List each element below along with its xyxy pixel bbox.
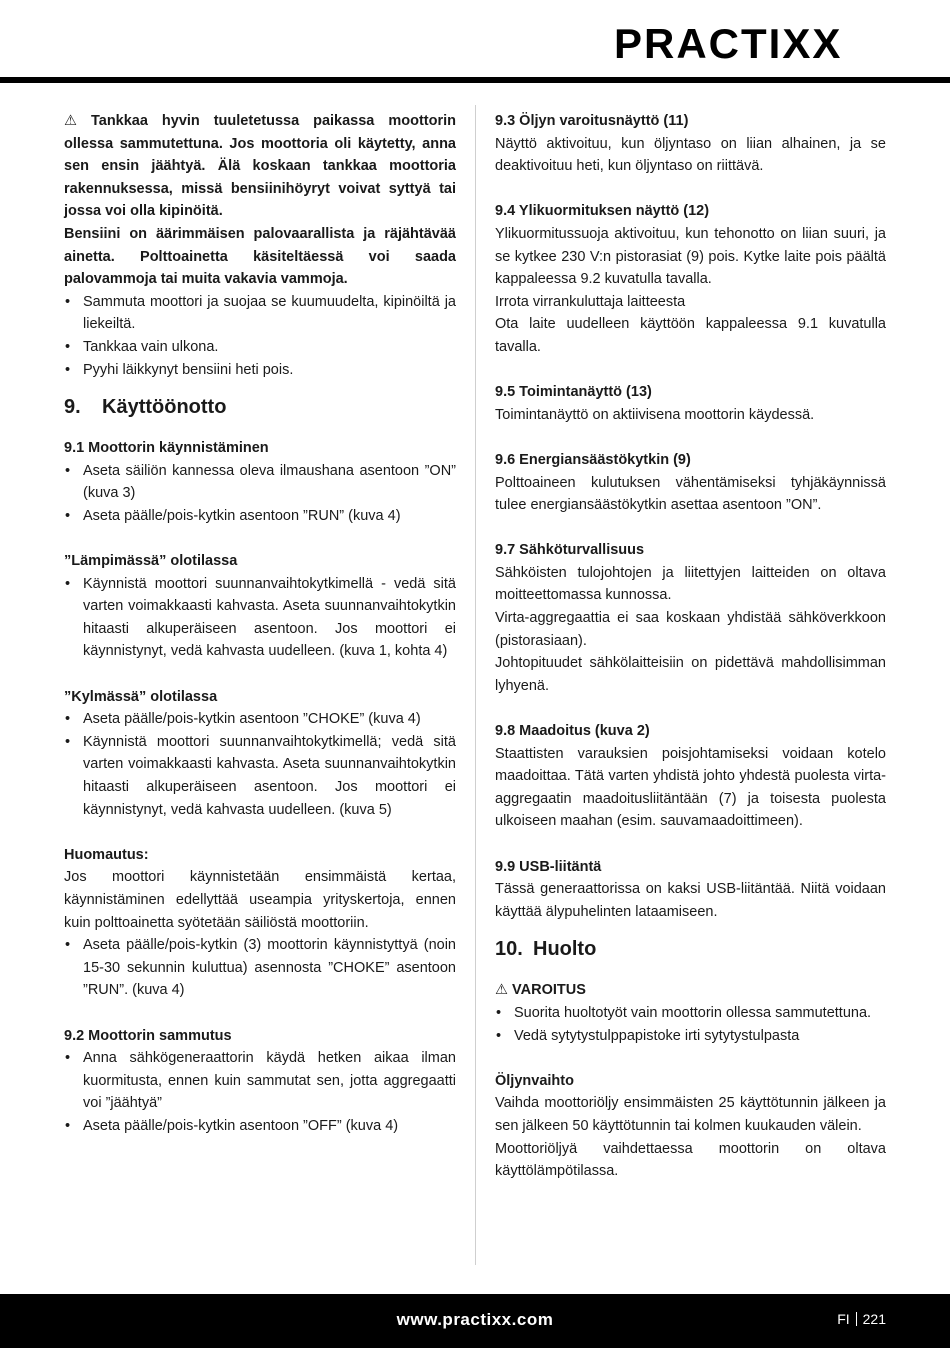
footer (0, 1294, 950, 1348)
s9-4-text-3: Ota laite uudelleen käyttöön kappaleessa 9.1 kuvatulla tavalla. (495, 316, 886, 355)
footer-lang: FI (837, 1311, 850, 1327)
list-item: • Aseta päälle/pois-kytkin asentoon ”RUN” (kuva 4) (64, 505, 456, 528)
section-9-heading: 9. Käyttöönotto (64, 396, 227, 419)
s9-3-text: Näyttö aktivoituu, kun öljyntaso on liian alhainen, ja se deaktivoituu heti, kun öljyntaso on riittävä. (495, 135, 886, 175)
oil-change-text-2: Moottoriöljyä vaihdettaessa moottorin on oltava käyttölämpötilassa. (495, 1140, 886, 1180)
oil-change-heading: Öljynvaihto (495, 1072, 574, 1089)
list-item: • Aseta päälle/pois-kytkin asentoon ”CHOKE” (kuva 4) (64, 708, 456, 731)
note-bullets (64, 934, 456, 1002)
s9-8-heading: 9.8 Maadoitus (kuva 2) (495, 723, 650, 740)
warning-text-2: Bensiini on äärimmäisen palovaarallista ja räjähtävää ainetta. Polttoainetta käsiteltäessä voi saada palovammoja tai muita vakavia vammoja. (64, 225, 456, 288)
list-item: • Pyyhi läikkynyt bensiini heti pois. (64, 359, 456, 382)
s9-7-heading: 9.7 Sähköturvallisuus (495, 542, 645, 559)
s9-2-bullets (64, 1047, 456, 1137)
header-rule (0, 77, 950, 83)
list-item: • Käynnistä moottori suunnanvaihtokytkimellä - vedä sitä varten voimakkaasti kahvasta. Aseta suunnanvaihtokytkin hitaasti alkuperäiseen asentoon. Jos moottori ei käynnistynyt, vedä kahvasta uudelleen. (kuva 1, kohta 4) (64, 573, 456, 663)
s9-9-heading: 9.9 USB-liitäntä (495, 858, 602, 875)
s9-6-text: Polttoaineen kulutuksen vähentämiseksi tyhjäkäynnissä tulee energiansäästökytkin asettaa asentoon ”ON”. (495, 474, 886, 514)
s9-1-heading: 9.1 Moottorin käynnistäminen (64, 440, 269, 457)
list-item: • Suorita huoltotyöt vain moottorin ollessa sammutettuna. (495, 1002, 886, 1025)
s9-4-text-1: Ylikuormitussuoja aktivoituu, kun tehonotto on liian suuri, ja se kytkee 230 V:n pistorasiat (9) pois. Kytke laite pois päältä kappaleessa 9.2 kuvatulla tavalla. (495, 225, 886, 288)
s9-5-heading: 9.5 Toimintanäyttö (13) (495, 384, 652, 401)
s9-2-heading: 9.2 Moottorin sammutus (64, 1027, 232, 1044)
list-item: • Anna sähkögeneraattorin käydä hetken aikaa ilman kuormitusta, ennen kuin sammutat sen, jotta aggregaatti voi ”jäähtyä” (64, 1047, 456, 1115)
s9-5-text: Toimintanäyttö on aktiivisena moottorin käydessä. (495, 406, 815, 423)
list-item: • Vedä sytytystulppapistoke irti sytytystulpasta (495, 1025, 886, 1048)
warning-icon: ⚠ (495, 982, 508, 999)
list-item: • Sammuta moottori ja suojaa se kuumuudelta, kipinöiltä ja liekeiltä. (64, 291, 456, 336)
s9-4-text-2: Irrota virrankuluttaja laitteesta (495, 293, 686, 310)
warning-bullets (64, 291, 456, 381)
warning-heading: ⚠ VAROITUS (495, 979, 886, 1002)
s9-7-text-1: Sähköisten tulojohtojen ja liitettyjen laitteiden on oltava moitteettomassa kunnossa. (495, 564, 886, 604)
footer-page: 221 (862, 1311, 886, 1327)
warning-icon: ⚠ (64, 113, 77, 129)
s9-1-bullets (64, 460, 456, 528)
s9-7-text-3: Johtopituudet sähkölaitteisiin on pidettävä mahdollisimman lyhyenä. (495, 655, 886, 694)
s9-3-heading: 9.3 Öljyn varoitusnäyttö (11) (495, 113, 689, 129)
practixx-logo (614, 14, 914, 74)
s9-4-heading: 9.4 Ylikuormituksen näyttö (12) (495, 203, 710, 220)
note-text: Jos moottori käynnistetään ensimmäistä kertaa, käynnistäminen edellyttää useampia yrityskertoja, ennen kuin polttoainetta syötetään säiliöstä moottoriin. (64, 869, 456, 931)
s9-9-text: Tässä generaattorissa on kaksi USB-liitäntää. Niitä voidaan käyttää älypuhelinten lataamiseen. (495, 881, 886, 920)
list-item: • Tankkaa vain ulkona. (64, 336, 456, 359)
s9-7-text-2: Virta-aggregaattia ei saa koskaan yhdistää sähköverkkoon (pistorasiaan). (495, 610, 886, 649)
list-item: • Aseta päälle/pois-kytkin asentoon ”OFF” (kuva 4) (64, 1115, 456, 1138)
oil-change-text-1: Vaihda moottoriöljy ensimmäisten 25 käyttötunnin jälkeen ja sen jälkeen 50 käyttötunnin tai kolmen kuukauden välein. (495, 1095, 886, 1134)
list-item: • Aseta päälle/pois-kytkin (3) moottorin käynnistyttyä (noin 15-30 sekunnin kuluttua) asennosta ”CHOKE” asentoon ”RUN”. (kuva 4) (64, 934, 456, 1002)
cold-bullets (64, 708, 456, 821)
right-column (495, 110, 886, 1183)
warm-heading: ”Lämpimässä” olotilassa (64, 553, 238, 570)
s9-6-heading: 9.6 Energiansäästökytkin (9) (495, 451, 691, 468)
note-heading: Huomautus: (64, 846, 149, 863)
warning-text-1: ⚠ Tankkaa hyvin tuuletetussa paikassa moottorin ollessa sammutettuna. Jos moottoria oli käytetty, anna sen ensin jäähtyä. Älä koskaan tankkaa moottoria rakennuksessa, missä bensiinihöyryt voivat syttyä tai jossa voi olla kipinöitä. (64, 110, 456, 223)
logo-text: PRACTIXX (614, 20, 843, 67)
footer-url: www.practixx.com (396, 1310, 554, 1329)
s9-8-text: Staattisten varauksien poisjohtamiseksi voidaan kotelo maadoittaa. Tätä varten yhdistä johto yhdestä puolesta virta-aggregaatin maadoitusliitäntään (7) ja toisesta puolesta ulkoiseen maahan (esim. sauvamaadoittimeen). (495, 745, 886, 830)
list-item: • Käynnistä moottori suunnanvaihtokytkimellä; vedä sitä varten voimakkaasti kahvasta. Aseta suunnanvaihtokytkin hitaasti alkuperäiseen asentoon. Jos moottori ei käynnistynyt, vedä kahvasta uudelleen. (kuva 5) (64, 731, 456, 821)
column-divider (475, 105, 476, 1265)
section-10-heading: 10. Huolto (495, 938, 597, 961)
left-column (64, 110, 456, 1138)
page-number (837, 1311, 886, 1327)
list-item: • Aseta säiliön kannessa oleva ilmaushana asentoon ”ON” (kuva 3) (64, 460, 456, 505)
cold-heading: ”Kylmässä” olotilassa (64, 688, 218, 705)
warm-bullets (64, 573, 456, 663)
maintenance-warning-bullets (495, 1002, 886, 1047)
